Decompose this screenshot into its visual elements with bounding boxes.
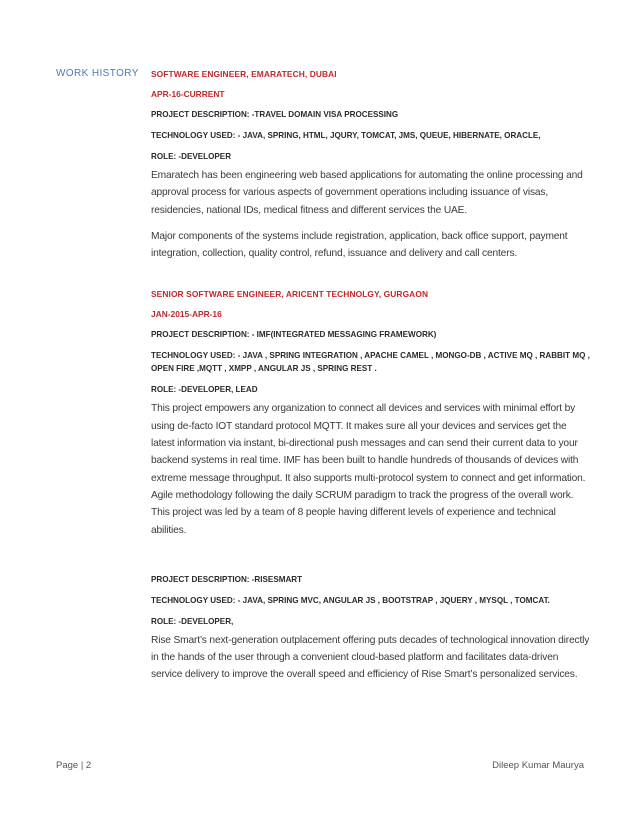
project-paragraph: This project empowers any organization to connect all devices and services with minimal effort by using de-facto IOT standard protocol MQTT. It makes sure all your devices and services get the latest information via instant, bi-directional push messages and can send their current data to your backend systems in real time. IMF has been built to handle hundreds of thousands of devices with extreme message throughput. It also supports multi-protocol system to connect and get information. Agile methodology following the daily SCRUM paradigm to track the progress of the overall work. This project was led by a team of 8 people having different levels of experience and technical abilities. (151, 403, 586, 536)
job-entry-risesmart (151, 573, 591, 684)
project-paragraph: Major components of the systems include registration, application, back office support, payment integration, collection, quality control, refund, issuance and delivery and call centers. (151, 230, 568, 260)
technology-used: TECHNOLOGY USED: - JAVA, SPRING, HTML, JQURY, TOMCAT, JMS, QUEUE, HIBERNATE, ORACLE, (151, 131, 541, 140)
job-entry-emaratech (151, 68, 591, 262)
page-number: Page | 2 (56, 760, 92, 771)
technology-used: TECHNOLOGY USED: - JAVA, SPRING MVC, ANGULAR JS , BOOTSTRAP , JQUERY , MYSQL , TOMCAT. (151, 595, 550, 605)
job-date: JAN-2015-APR-16 (151, 309, 222, 320)
spacer (151, 262, 591, 288)
job-title: SOFTWARE ENGINEER, EMARATECH, DUBAI (151, 69, 337, 79)
project-description: PROJECT DESCRIPTION: -TRAVEL DOMAIN VISA PROCESSING (151, 110, 399, 119)
project-description: PROJECT DESCRIPTION: - IMF(INTEGRATED MESSAGING FRAMEWORK) (151, 330, 437, 340)
role: ROLE: -DEVELOPER, LEAD (151, 385, 258, 395)
role: ROLE: -DEVELOPER (151, 152, 232, 161)
work-history-content (151, 68, 591, 684)
project-paragraph: Emaratech has been engineering web based applications for automating the online processing and approval process for various aspects of government operations including issuance of visas, residencies, national IDs, medical fitness and different services the UAE. (151, 170, 583, 216)
spacer (151, 539, 591, 565)
project-paragraph: Rise Smart’s next-generation outplacement offering puts decades of technological innovation directly in the hands of the user through a convenient cloud-based platform and facilitates data-driven service delivery to improve the overall speed and efficiency of Rise Smart’s personalized services. (151, 634, 590, 681)
job-entry-aricent (151, 288, 591, 538)
project-description: PROJECT DESCRIPTION: -RISESMART (151, 574, 303, 584)
technology-used: TECHNOLOGY USED: - JAVA , SPRING INTEGRATION , APACHE CAMEL , MONGO-DB , ACTIVE MQ , RABBIT MQ , OPEN FIRE ,MQTT , XMPP , ANGULAR JS , SPRING REST . (151, 351, 590, 374)
author-name: Dileep Kumar Maurya (492, 760, 584, 771)
role: ROLE: -DEVELOPER, (151, 616, 234, 626)
job-date: APR-16-CURRENT (151, 89, 225, 99)
job-title: SENIOR SOFTWARE ENGINEER, ARICENT TECHNOLGY, GURGAON (151, 289, 429, 300)
section-label-work-history: WORK HISTORY (56, 68, 139, 79)
